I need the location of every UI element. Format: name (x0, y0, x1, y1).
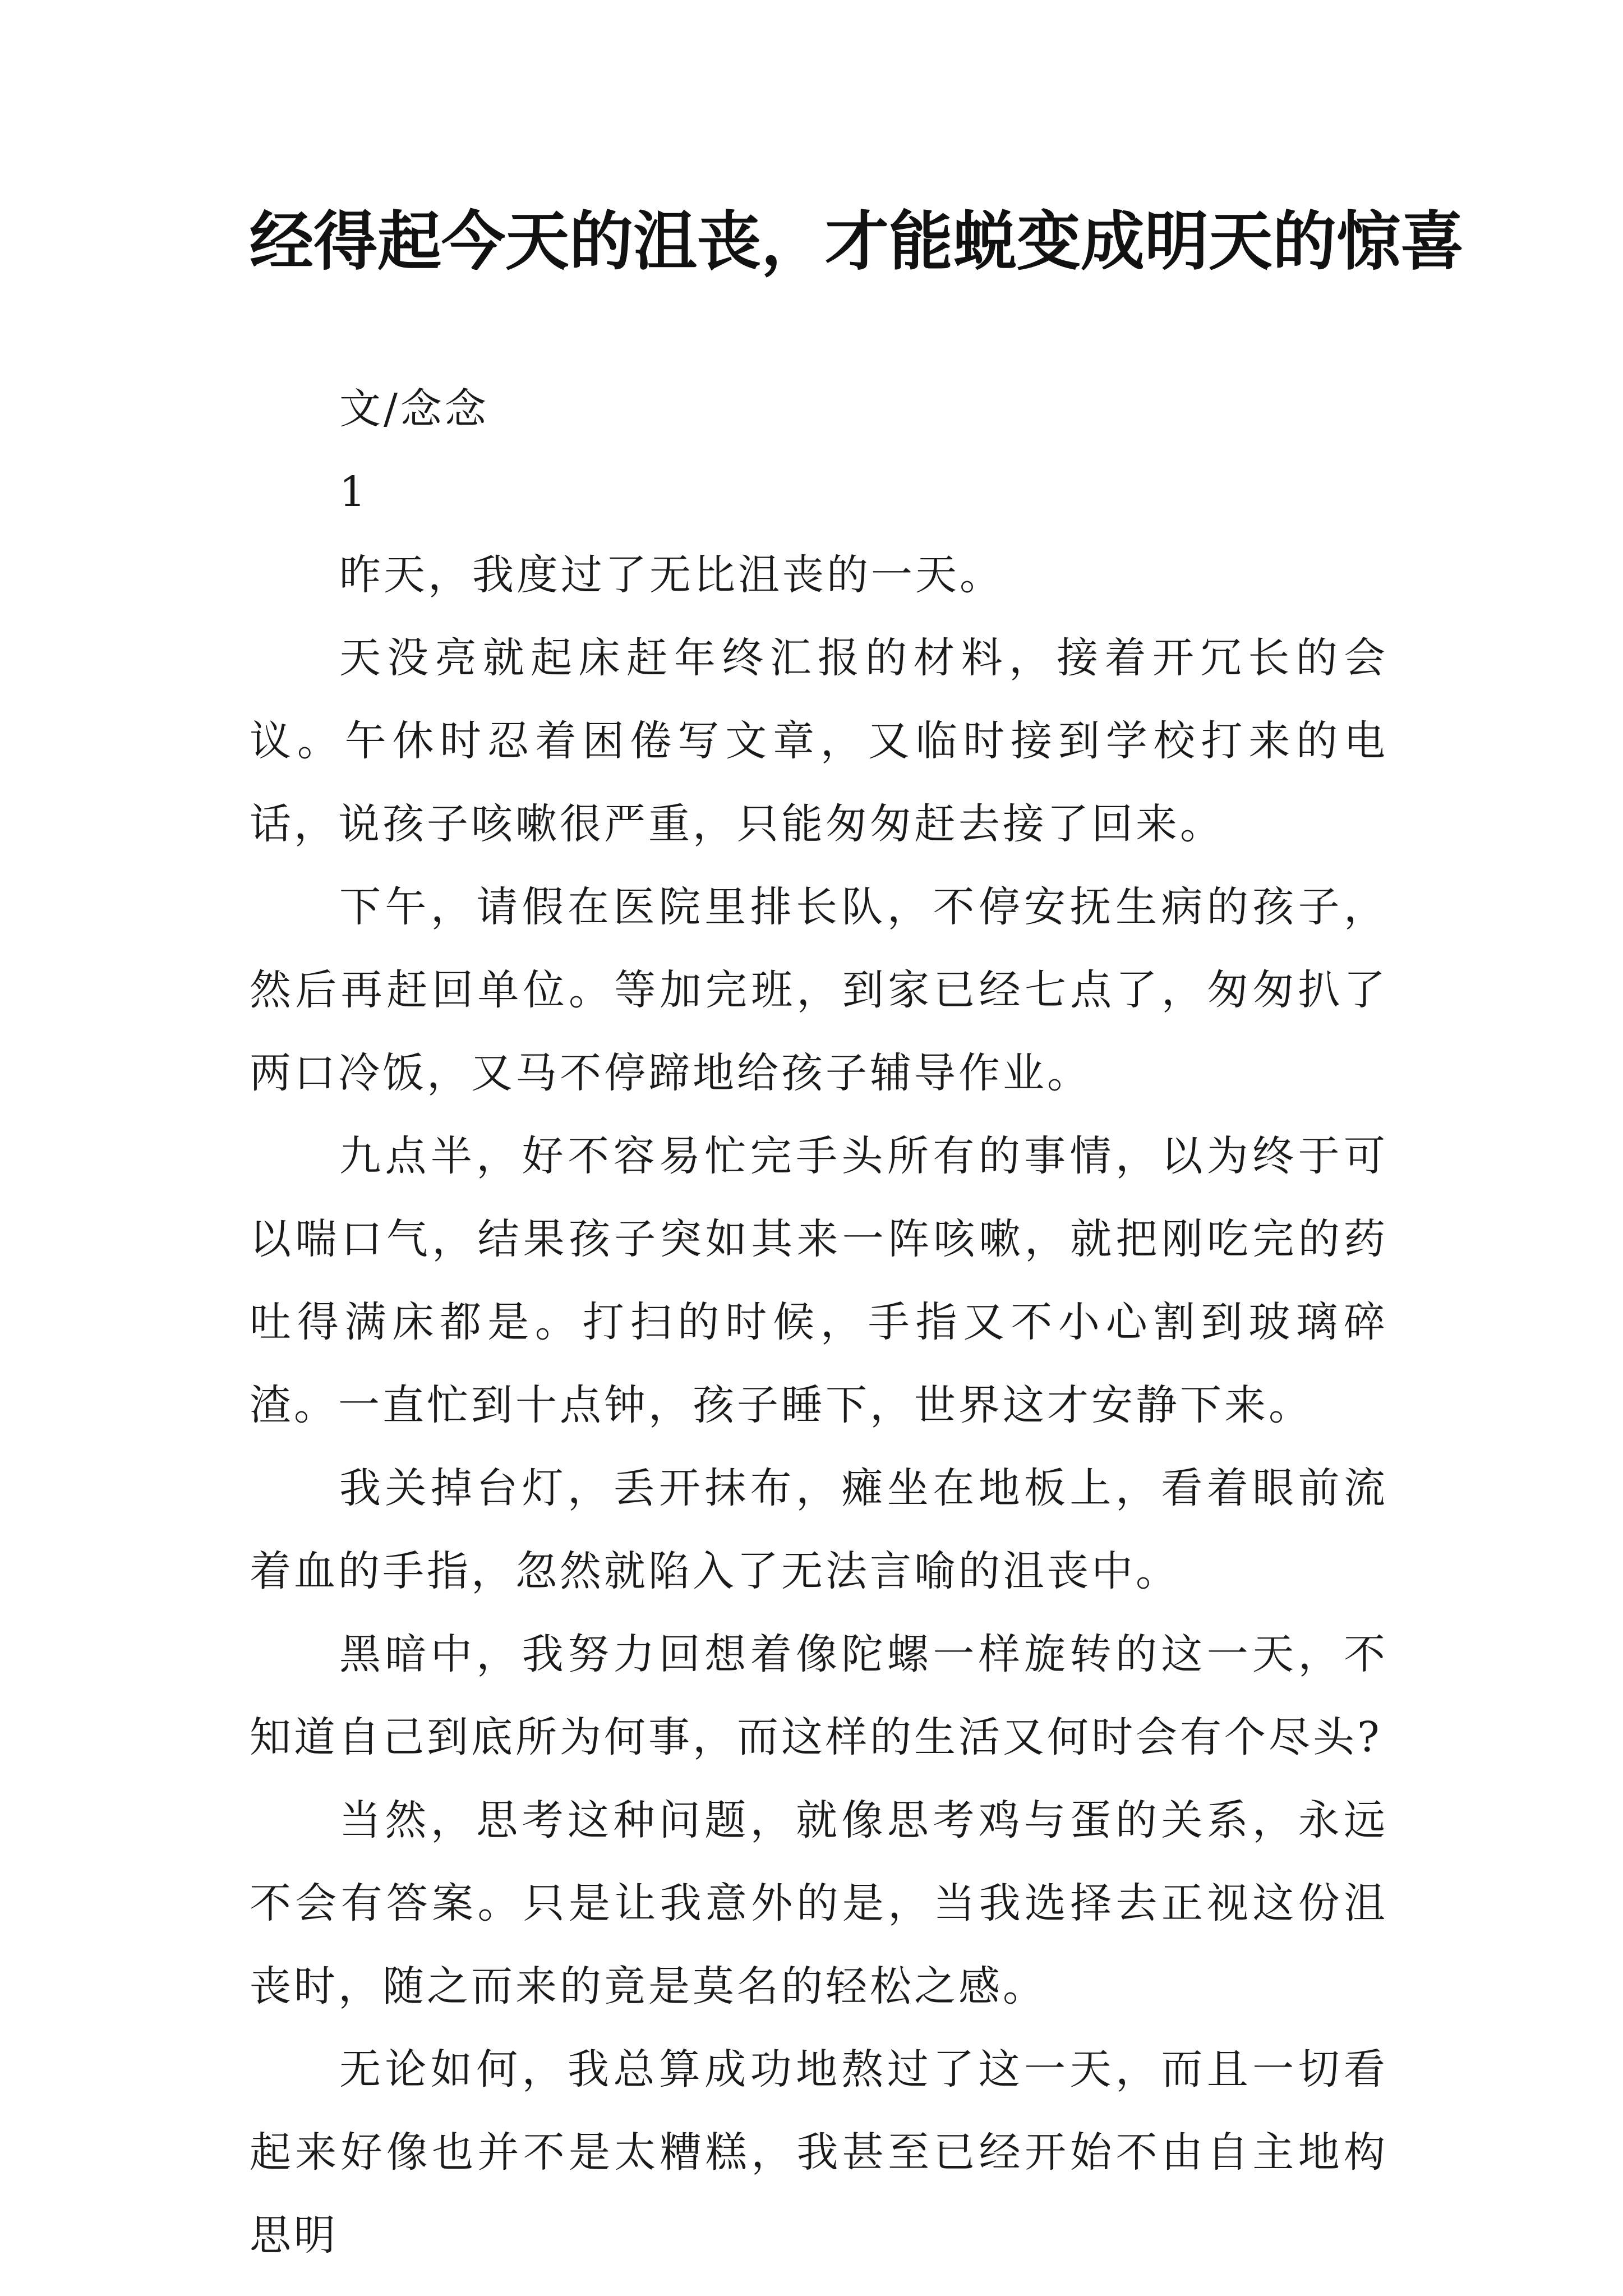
paragraph: 我关掉台灯，丢开抹布，瘫坐在地板上，看着眼前流着血的手指，忽然就陷入了无法言喻的沮丧中。 (250, 1464, 1388, 1595)
document-body (250, 367, 1388, 2277)
paragraph: 下午，请假在医院里排长队，不停安抚生病的孩子，然后再赶回单位。等加完班，到家已经七点了，匆匆扒了两口冷饭，又马不停蹄地给孩子辅导作业。 (250, 883, 1388, 1097)
section-number: 1 (339, 468, 369, 516)
paragraph: 昨天，我度过了无比沮丧的一天。 (339, 551, 1004, 599)
paragraph: 黑暗中，我努力回想着像陀螺一样旋转的这一天，不知道自己到底所为何事，而这样的生活又何时会有个尽头? (250, 1630, 1388, 1761)
document-title: 经得起今天的沮丧，才能蜕变成明天的惊喜 (250, 204, 1465, 279)
paragraph: 天没亮就起床赶年终汇报的材料，接着开冗长的会议。午休时忍着困倦写文章，又临时接到学校打来的电话，说孩子咳嗽很严重，只能匆匆赶去接了回来。 (250, 634, 1388, 848)
paragraph: 当然，思考这种问题，就像思考鸡与蛋的关系，永远不会有答案。只是让我意外的是，当我选择去正视这份沮丧时，随之而来的竟是莫名的轻松之感。 (250, 1796, 1388, 2010)
paragraph: 九点半，好不容易忙完手头所有的事情，以为终于可以喘口气，结果孩子突如其来一阵咳嗽，就把刚吃完的药吐得满床都是。打扫的时候，手指又不小心割到玻璃碎渣。一直忙到十点钟，孩子睡下，世界这才安静下来。 (250, 1132, 1388, 1429)
author-byline: 文/念念 (339, 385, 489, 433)
paragraph: 无论如何，我总算成功地熬过了这一天，而且一切看起来好像也并不是太糟糕，我甚至已经开始不由自主地构思明 (250, 2045, 1388, 2260)
